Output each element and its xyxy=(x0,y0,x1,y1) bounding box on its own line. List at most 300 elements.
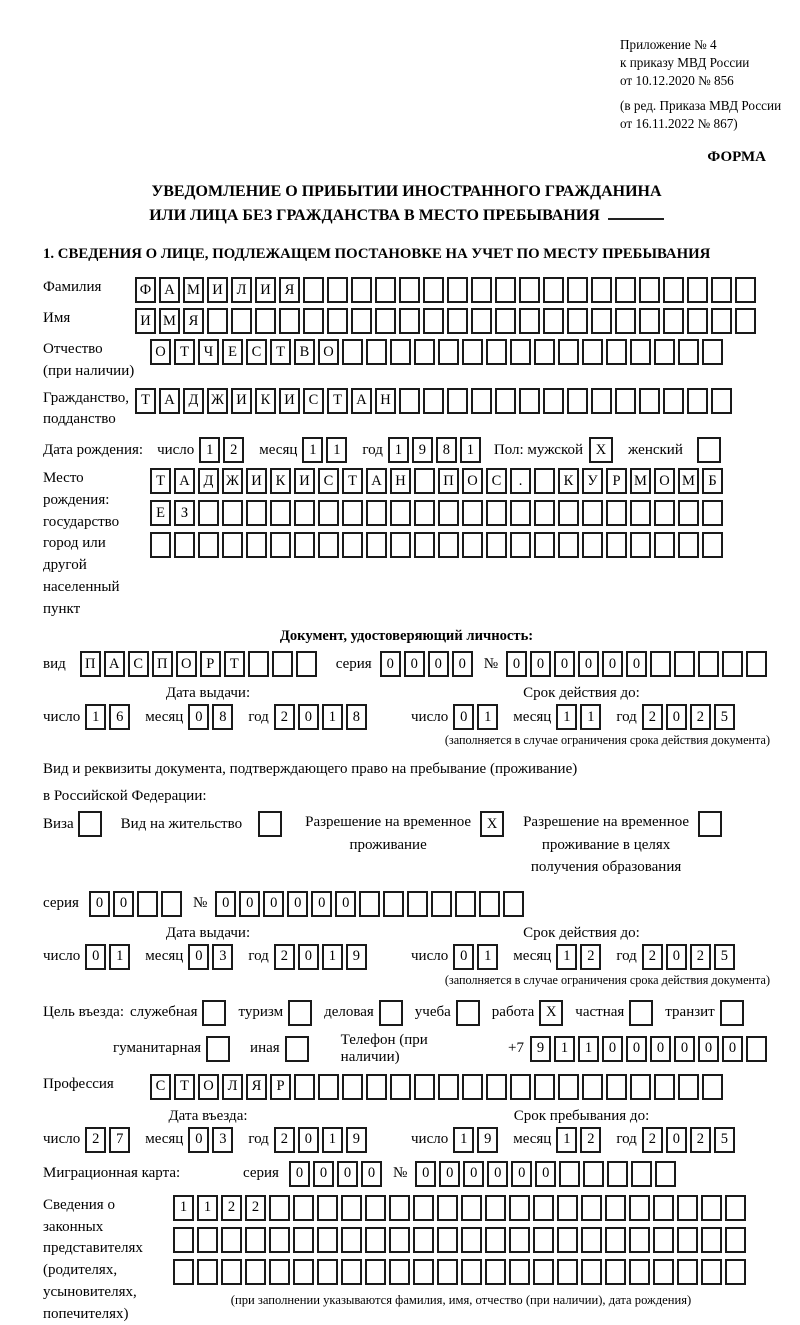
char-box[interactable]: Т xyxy=(135,388,156,414)
char-box[interactable] xyxy=(607,1161,628,1187)
char-box[interactable]: 1 xyxy=(173,1195,194,1221)
char-box[interactable]: О xyxy=(176,651,197,677)
char-box[interactable] xyxy=(342,500,363,526)
char-box[interactable] xyxy=(629,1195,650,1221)
char-box[interactable] xyxy=(591,308,612,334)
char-box[interactable] xyxy=(503,891,524,917)
char-box[interactable] xyxy=(318,532,339,558)
char-box[interactable]: 0 xyxy=(335,891,356,917)
char-box[interactable]: 2 xyxy=(274,1127,295,1153)
char-box[interactable] xyxy=(342,339,363,365)
char-box[interactable] xyxy=(246,532,267,558)
char-box[interactable]: 2 xyxy=(274,704,295,730)
char-box[interactable]: М xyxy=(678,468,699,494)
char-box[interactable]: 0 xyxy=(452,651,473,677)
char-box[interactable] xyxy=(327,308,348,334)
char-box[interactable]: М xyxy=(630,468,651,494)
char-box[interactable] xyxy=(365,1227,386,1253)
char-box[interactable]: К xyxy=(558,468,579,494)
char-box[interactable] xyxy=(509,1259,530,1285)
char-box[interactable] xyxy=(677,1259,698,1285)
char-box[interactable]: Т xyxy=(224,651,245,677)
char-box[interactable]: 0 xyxy=(578,651,599,677)
char-box[interactable]: 1 xyxy=(580,704,601,730)
char-box[interactable] xyxy=(462,339,483,365)
char-box[interactable] xyxy=(615,308,636,334)
char-box[interactable]: 0 xyxy=(439,1161,460,1187)
char-box[interactable] xyxy=(399,277,420,303)
char-box[interactable] xyxy=(630,532,651,558)
char-box[interactable] xyxy=(567,388,588,414)
char-box[interactable] xyxy=(663,388,684,414)
char-box[interactable] xyxy=(197,1227,218,1253)
char-box[interactable]: 2 xyxy=(274,944,295,970)
char-box[interactable] xyxy=(557,1195,578,1221)
char-box[interactable]: Т xyxy=(342,468,363,494)
char-box[interactable] xyxy=(533,1195,554,1221)
char-box[interactable] xyxy=(674,651,695,677)
char-box[interactable] xyxy=(173,1227,194,1253)
char-box[interactable] xyxy=(510,1074,531,1100)
char-box[interactable] xyxy=(462,500,483,526)
char-box[interactable] xyxy=(390,339,411,365)
char-box[interactable]: 0 xyxy=(239,891,260,917)
char-box[interactable] xyxy=(629,1227,650,1253)
char-box[interactable]: И xyxy=(279,388,300,414)
char-box[interactable] xyxy=(615,388,636,414)
char-box[interactable] xyxy=(558,339,579,365)
char-box[interactable] xyxy=(639,277,660,303)
char-box[interactable]: 0 xyxy=(289,1161,310,1187)
char-box[interactable] xyxy=(509,1227,530,1253)
purpose-humanitarian-checkbox[interactable] xyxy=(206,1036,230,1062)
char-box[interactable] xyxy=(534,500,555,526)
char-box[interactable]: С xyxy=(318,468,339,494)
char-box[interactable] xyxy=(663,277,684,303)
char-box[interactable] xyxy=(485,1227,506,1253)
char-box[interactable] xyxy=(606,532,627,558)
char-box[interactable]: 1 xyxy=(322,1127,343,1153)
purpose-commercial-checkbox[interactable] xyxy=(379,1000,403,1026)
char-box[interactable]: . xyxy=(510,468,531,494)
char-box[interactable]: 0 xyxy=(487,1161,508,1187)
char-box[interactable] xyxy=(198,532,219,558)
char-box[interactable] xyxy=(486,532,507,558)
char-box[interactable]: Л xyxy=(222,1074,243,1100)
char-box[interactable] xyxy=(296,651,317,677)
char-box[interactable] xyxy=(630,1074,651,1100)
char-box[interactable] xyxy=(447,388,468,414)
char-box[interactable] xyxy=(582,1074,603,1100)
char-box[interactable] xyxy=(485,1195,506,1221)
char-box[interactable] xyxy=(687,277,708,303)
char-box[interactable]: 0 xyxy=(698,1036,719,1062)
char-box[interactable] xyxy=(341,1195,362,1221)
char-box[interactable] xyxy=(351,277,372,303)
char-box[interactable] xyxy=(438,1074,459,1100)
char-box[interactable]: 0 xyxy=(554,651,575,677)
char-box[interactable] xyxy=(365,1195,386,1221)
char-box[interactable] xyxy=(207,308,228,334)
char-box[interactable] xyxy=(701,1227,722,1253)
char-box[interactable] xyxy=(711,277,732,303)
char-box[interactable]: 0 xyxy=(380,651,401,677)
char-box[interactable] xyxy=(486,1074,507,1100)
char-box[interactable] xyxy=(495,308,516,334)
char-box[interactable] xyxy=(318,500,339,526)
char-box[interactable]: 1 xyxy=(578,1036,599,1062)
char-box[interactable]: 0 xyxy=(404,651,425,677)
char-box[interactable]: Р xyxy=(606,468,627,494)
char-box[interactable] xyxy=(389,1195,410,1221)
char-box[interactable]: 0 xyxy=(361,1161,382,1187)
char-box[interactable] xyxy=(591,277,612,303)
char-box[interactable] xyxy=(351,308,372,334)
char-box[interactable] xyxy=(725,1227,746,1253)
temp-residence-education-checkbox[interactable] xyxy=(698,811,722,837)
char-box[interactable] xyxy=(438,339,459,365)
char-box[interactable] xyxy=(746,1036,767,1062)
purpose-study-checkbox[interactable] xyxy=(456,1000,480,1026)
char-box[interactable]: 0 xyxy=(674,1036,695,1062)
char-box[interactable] xyxy=(725,1259,746,1285)
char-box[interactable] xyxy=(557,1227,578,1253)
char-box[interactable] xyxy=(746,651,767,677)
char-box[interactable]: Т xyxy=(270,339,291,365)
char-box[interactable]: 0 xyxy=(311,891,332,917)
char-box[interactable] xyxy=(222,500,243,526)
char-box[interactable] xyxy=(678,532,699,558)
char-box[interactable] xyxy=(653,1227,674,1253)
char-box[interactable]: В xyxy=(294,339,315,365)
char-box[interactable] xyxy=(582,500,603,526)
char-box[interactable]: 0 xyxy=(415,1161,436,1187)
char-box[interactable]: 8 xyxy=(346,704,367,730)
char-box[interactable] xyxy=(461,1227,482,1253)
char-box[interactable] xyxy=(567,277,588,303)
char-box[interactable] xyxy=(366,532,387,558)
char-box[interactable] xyxy=(534,339,555,365)
char-box[interactable] xyxy=(438,500,459,526)
char-box[interactable] xyxy=(248,651,269,677)
char-box[interactable]: С xyxy=(150,1074,171,1100)
char-box[interactable]: С xyxy=(128,651,149,677)
char-box[interactable]: 0 xyxy=(85,944,106,970)
char-box[interactable]: 5 xyxy=(714,944,735,970)
char-box[interactable]: Е xyxy=(222,339,243,365)
char-box[interactable] xyxy=(510,500,531,526)
char-box[interactable]: 0 xyxy=(511,1161,532,1187)
char-box[interactable] xyxy=(509,1195,530,1221)
char-box[interactable]: 0 xyxy=(506,651,527,677)
char-box[interactable] xyxy=(437,1195,458,1221)
char-box[interactable] xyxy=(581,1259,602,1285)
char-box[interactable] xyxy=(557,1259,578,1285)
char-box[interactable]: Т xyxy=(150,468,171,494)
char-box[interactable] xyxy=(630,500,651,526)
char-box[interactable]: 1 xyxy=(302,437,323,463)
char-box[interactable]: 0 xyxy=(453,704,474,730)
char-box[interactable]: 1 xyxy=(460,437,481,463)
char-box[interactable] xyxy=(650,651,671,677)
char-box[interactable]: 9 xyxy=(346,1127,367,1153)
char-box[interactable] xyxy=(486,339,507,365)
char-box[interactable]: Я xyxy=(246,1074,267,1100)
char-box[interactable] xyxy=(221,1227,242,1253)
char-box[interactable] xyxy=(653,1259,674,1285)
char-box[interactable]: 2 xyxy=(642,704,663,730)
char-box[interactable]: 1 xyxy=(453,1127,474,1153)
char-box[interactable]: 0 xyxy=(337,1161,358,1187)
char-box[interactable] xyxy=(423,308,444,334)
char-box[interactable]: О xyxy=(150,339,171,365)
char-box[interactable] xyxy=(581,1195,602,1221)
char-box[interactable]: Е xyxy=(150,500,171,526)
char-box[interactable]: З xyxy=(174,500,195,526)
char-box[interactable]: К xyxy=(270,468,291,494)
char-box[interactable] xyxy=(455,891,476,917)
char-box[interactable]: 1 xyxy=(199,437,220,463)
char-box[interactable] xyxy=(279,308,300,334)
char-box[interactable] xyxy=(495,277,516,303)
char-box[interactable] xyxy=(293,1195,314,1221)
char-box[interactable]: С xyxy=(246,339,267,365)
char-box[interactable] xyxy=(272,651,293,677)
temp-residence-checkbox[interactable]: X xyxy=(480,811,504,837)
char-box[interactable] xyxy=(702,500,723,526)
char-box[interactable] xyxy=(390,1074,411,1100)
char-box[interactable] xyxy=(366,1074,387,1100)
char-box[interactable] xyxy=(161,891,182,917)
char-box[interactable] xyxy=(615,277,636,303)
char-box[interactable] xyxy=(543,308,564,334)
char-box[interactable] xyxy=(639,388,660,414)
char-box[interactable]: Н xyxy=(390,468,411,494)
char-box[interactable] xyxy=(270,532,291,558)
char-box[interactable] xyxy=(317,1227,338,1253)
char-box[interactable]: П xyxy=(438,468,459,494)
char-box[interactable] xyxy=(519,388,540,414)
char-box[interactable] xyxy=(655,1161,676,1187)
char-box[interactable] xyxy=(471,308,492,334)
purpose-tourism-checkbox[interactable] xyxy=(288,1000,312,1026)
sex-male-checkbox[interactable]: X xyxy=(589,437,613,463)
char-box[interactable] xyxy=(375,277,396,303)
char-box[interactable] xyxy=(558,532,579,558)
char-box[interactable] xyxy=(471,388,492,414)
char-box[interactable]: 8 xyxy=(436,437,457,463)
char-box[interactable]: Ф xyxy=(135,277,156,303)
char-box[interactable]: Н xyxy=(375,388,396,414)
char-box[interactable] xyxy=(663,308,684,334)
char-box[interactable] xyxy=(735,308,756,334)
char-box[interactable] xyxy=(606,1074,627,1100)
char-box[interactable] xyxy=(375,308,396,334)
char-box[interactable]: 1 xyxy=(556,704,577,730)
char-box[interactable] xyxy=(437,1227,458,1253)
char-box[interactable]: 0 xyxy=(215,891,236,917)
char-box[interactable] xyxy=(583,1161,604,1187)
char-box[interactable] xyxy=(294,1074,315,1100)
char-box[interactable]: Я xyxy=(279,277,300,303)
char-box[interactable]: 0 xyxy=(428,651,449,677)
char-box[interactable] xyxy=(317,1195,338,1221)
char-box[interactable]: 2 xyxy=(580,944,601,970)
char-box[interactable]: 2 xyxy=(642,944,663,970)
char-box[interactable] xyxy=(461,1195,482,1221)
char-box[interactable] xyxy=(678,339,699,365)
char-box[interactable] xyxy=(486,500,507,526)
char-box[interactable]: 0 xyxy=(666,704,687,730)
char-box[interactable] xyxy=(606,339,627,365)
char-box[interactable]: И xyxy=(255,277,276,303)
char-box[interactable] xyxy=(630,339,651,365)
char-box[interactable]: 3 xyxy=(212,1127,233,1153)
char-box[interactable]: Р xyxy=(270,1074,291,1100)
char-box[interactable] xyxy=(677,1227,698,1253)
char-box[interactable]: 0 xyxy=(287,891,308,917)
char-box[interactable] xyxy=(365,1259,386,1285)
char-box[interactable]: 0 xyxy=(626,651,647,677)
char-box[interactable] xyxy=(447,308,468,334)
char-box[interactable]: 0 xyxy=(89,891,110,917)
char-box[interactable]: Ж xyxy=(222,468,243,494)
char-box[interactable] xyxy=(173,1259,194,1285)
char-box[interactable] xyxy=(485,1259,506,1285)
char-box[interactable] xyxy=(678,1074,699,1100)
char-box[interactable] xyxy=(654,1074,675,1100)
char-box[interactable]: 2 xyxy=(642,1127,663,1153)
char-box[interactable]: Ч xyxy=(198,339,219,365)
char-box[interactable] xyxy=(711,308,732,334)
char-box[interactable] xyxy=(198,500,219,526)
char-box[interactable]: 8 xyxy=(212,704,233,730)
char-box[interactable]: 0 xyxy=(722,1036,743,1062)
char-box[interactable] xyxy=(423,388,444,414)
visa-checkbox[interactable] xyxy=(78,811,102,837)
residence-permit-checkbox[interactable] xyxy=(258,811,282,837)
char-box[interactable] xyxy=(582,339,603,365)
char-box[interactable] xyxy=(342,532,363,558)
char-box[interactable] xyxy=(558,1074,579,1100)
char-box[interactable] xyxy=(390,532,411,558)
char-box[interactable] xyxy=(567,308,588,334)
char-box[interactable]: 0 xyxy=(666,1127,687,1153)
char-box[interactable] xyxy=(231,308,252,334)
char-box[interactable] xyxy=(246,500,267,526)
purpose-business-checkbox[interactable] xyxy=(202,1000,226,1026)
char-box[interactable] xyxy=(653,1195,674,1221)
char-box[interactable]: А xyxy=(159,277,180,303)
char-box[interactable]: 2 xyxy=(580,1127,601,1153)
char-box[interactable] xyxy=(431,891,452,917)
char-box[interactable]: С xyxy=(303,388,324,414)
char-box[interactable]: 0 xyxy=(650,1036,671,1062)
char-box[interactable] xyxy=(701,1195,722,1221)
char-box[interactable] xyxy=(414,468,435,494)
char-box[interactable]: 0 xyxy=(463,1161,484,1187)
char-box[interactable]: 2 xyxy=(223,437,244,463)
char-box[interactable]: Я xyxy=(183,308,204,334)
char-box[interactable]: 2 xyxy=(85,1127,106,1153)
char-box[interactable] xyxy=(519,277,540,303)
char-box[interactable]: 0 xyxy=(298,944,319,970)
char-box[interactable] xyxy=(461,1259,482,1285)
char-box[interactable]: 9 xyxy=(346,944,367,970)
char-box[interactable] xyxy=(678,500,699,526)
char-box[interactable] xyxy=(533,1227,554,1253)
char-box[interactable] xyxy=(725,1195,746,1221)
char-box[interactable]: 0 xyxy=(453,944,474,970)
char-box[interactable]: 2 xyxy=(245,1195,266,1221)
char-box[interactable]: 0 xyxy=(313,1161,334,1187)
char-box[interactable] xyxy=(150,532,171,558)
char-box[interactable] xyxy=(414,500,435,526)
char-box[interactable]: И xyxy=(231,388,252,414)
char-box[interactable] xyxy=(414,1074,435,1100)
char-box[interactable] xyxy=(677,1195,698,1221)
char-box[interactable] xyxy=(605,1259,626,1285)
char-box[interactable] xyxy=(462,532,483,558)
purpose-transit-checkbox[interactable] xyxy=(720,1000,744,1026)
char-box[interactable]: 0 xyxy=(298,1127,319,1153)
char-box[interactable] xyxy=(722,651,743,677)
char-box[interactable]: И xyxy=(294,468,315,494)
char-box[interactable]: 1 xyxy=(388,437,409,463)
char-box[interactable]: 0 xyxy=(535,1161,556,1187)
char-box[interactable] xyxy=(605,1227,626,1253)
char-box[interactable]: О xyxy=(462,468,483,494)
char-box[interactable] xyxy=(462,1074,483,1100)
char-box[interactable] xyxy=(654,500,675,526)
char-box[interactable]: Т xyxy=(174,1074,195,1100)
char-box[interactable] xyxy=(543,388,564,414)
char-box[interactable]: 1 xyxy=(322,944,343,970)
char-box[interactable] xyxy=(606,500,627,526)
char-box[interactable] xyxy=(222,532,243,558)
char-box[interactable] xyxy=(413,1227,434,1253)
char-box[interactable] xyxy=(327,277,348,303)
char-box[interactable]: О xyxy=(318,339,339,365)
char-box[interactable] xyxy=(359,891,380,917)
char-box[interactable]: С xyxy=(486,468,507,494)
char-box[interactable] xyxy=(687,308,708,334)
char-box[interactable]: 7 xyxy=(109,1127,130,1153)
char-box[interactable]: 1 xyxy=(554,1036,575,1062)
char-box[interactable]: А xyxy=(366,468,387,494)
char-box[interactable]: 0 xyxy=(263,891,284,917)
char-box[interactable] xyxy=(519,308,540,334)
char-box[interactable]: 0 xyxy=(626,1036,647,1062)
char-box[interactable] xyxy=(543,277,564,303)
char-box[interactable] xyxy=(639,308,660,334)
char-box[interactable]: М xyxy=(159,308,180,334)
char-box[interactable] xyxy=(389,1259,410,1285)
char-box[interactable]: 1 xyxy=(109,944,130,970)
char-box[interactable]: Ж xyxy=(207,388,228,414)
char-box[interactable] xyxy=(318,1074,339,1100)
char-box[interactable] xyxy=(407,891,428,917)
char-box[interactable]: 0 xyxy=(602,1036,623,1062)
char-box[interactable] xyxy=(389,1227,410,1253)
char-box[interactable]: 1 xyxy=(556,1127,577,1153)
char-box[interactable] xyxy=(269,1227,290,1253)
char-box[interactable] xyxy=(559,1161,580,1187)
char-box[interactable] xyxy=(390,500,411,526)
char-box[interactable]: 9 xyxy=(530,1036,551,1062)
char-box[interactable] xyxy=(399,308,420,334)
char-box[interactable] xyxy=(534,532,555,558)
